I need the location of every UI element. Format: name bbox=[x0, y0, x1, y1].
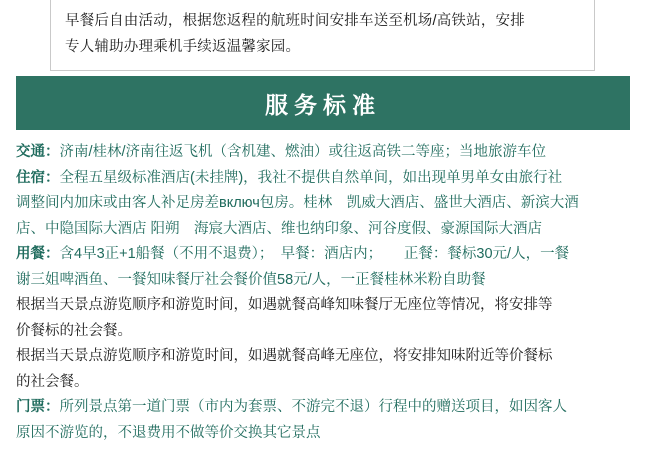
top-note-box bbox=[50, 0, 595, 71]
section-accommodation-line-1 bbox=[16, 166, 632, 192]
section-meals-line-1 bbox=[16, 242, 632, 268]
section-transport-text: 济南/桂林/济南往返飞机（含机建、燃油）或往返高铁二等座；当地旅游车位 bbox=[59, 144, 547, 160]
top-note-line-2: 专人辅助办理乘机手续返温馨家园。 bbox=[65, 39, 301, 55]
section-meal-note-2 bbox=[16, 344, 632, 395]
section-tickets-line-2: 原因不游览的，不退费用不做等价交换其它景点 bbox=[16, 424, 321, 441]
section-tickets-line-1 bbox=[16, 395, 632, 421]
section-meals-text-1: 含4早3正+1船餐（不用不退费）； 早餐：酒店内； 正餐：餐标30元/人，一餐 bbox=[59, 246, 570, 262]
section-accommodation-line-2: 调整间内加床或由客人补足房差включ包房。桂林 凯威大酒店、盛世大酒店、新滨大酒 bbox=[16, 195, 579, 211]
section-meals-label: 用餐： bbox=[16, 246, 60, 262]
top-note-line-1: 早餐后自由活动，根据您返程的航班时间安排车送至机场/高铁站，安排 bbox=[65, 13, 525, 29]
section-transport bbox=[16, 140, 632, 166]
section-tickets bbox=[16, 395, 632, 446]
section-meals bbox=[16, 242, 632, 293]
section-meal-note-1-line-1: 根据当天景点游览顺序和游览时间，如遇就餐高峰知味餐厅无座位等情况，将安排等 bbox=[16, 297, 553, 313]
section-meal-note-2-line-2: 的社会餐。 bbox=[16, 373, 89, 390]
banner-title: 服务标准 bbox=[265, 91, 381, 118]
section-meals-line-2: 谢三姐啤酒鱼、一餐知味餐厅社会餐价值58元/人，一正餐桂林米粉自助餐 bbox=[16, 271, 486, 288]
section-meal-note-2-line-1: 根据当天景点游览顺序和游览时间，如遇就餐高峰无座位，将安排知味附近等价餐标 bbox=[16, 348, 553, 364]
section-tickets-text-1: 所列景点第一道门票（市内为套票、不游完不退）行程中的赠送项目，如因客人 bbox=[59, 399, 567, 415]
section-meal-note-1-line-2: 价餐标的社会餐。 bbox=[16, 322, 132, 339]
section-accommodation bbox=[16, 166, 632, 243]
section-tickets-label: 门票： bbox=[16, 399, 60, 415]
section-accommodation-text-1: 全程五星级标准酒店(未挂牌)，我社不提供自然单间，如出现单男单女由旅行社 bbox=[59, 169, 563, 186]
section-meal-note-1 bbox=[16, 293, 632, 344]
section-accommodation-label: 住宿： bbox=[16, 169, 60, 186]
section-transport-label: 交通： bbox=[16, 144, 60, 160]
section-accommodation-line-3: 店、中隐国际大酒店 阳朔 海宸大酒店、维也纳印象、河谷度假、豪源国际大酒店 bbox=[16, 220, 543, 237]
service-standard-content bbox=[16, 140, 632, 446]
service-standard-banner bbox=[16, 76, 630, 130]
